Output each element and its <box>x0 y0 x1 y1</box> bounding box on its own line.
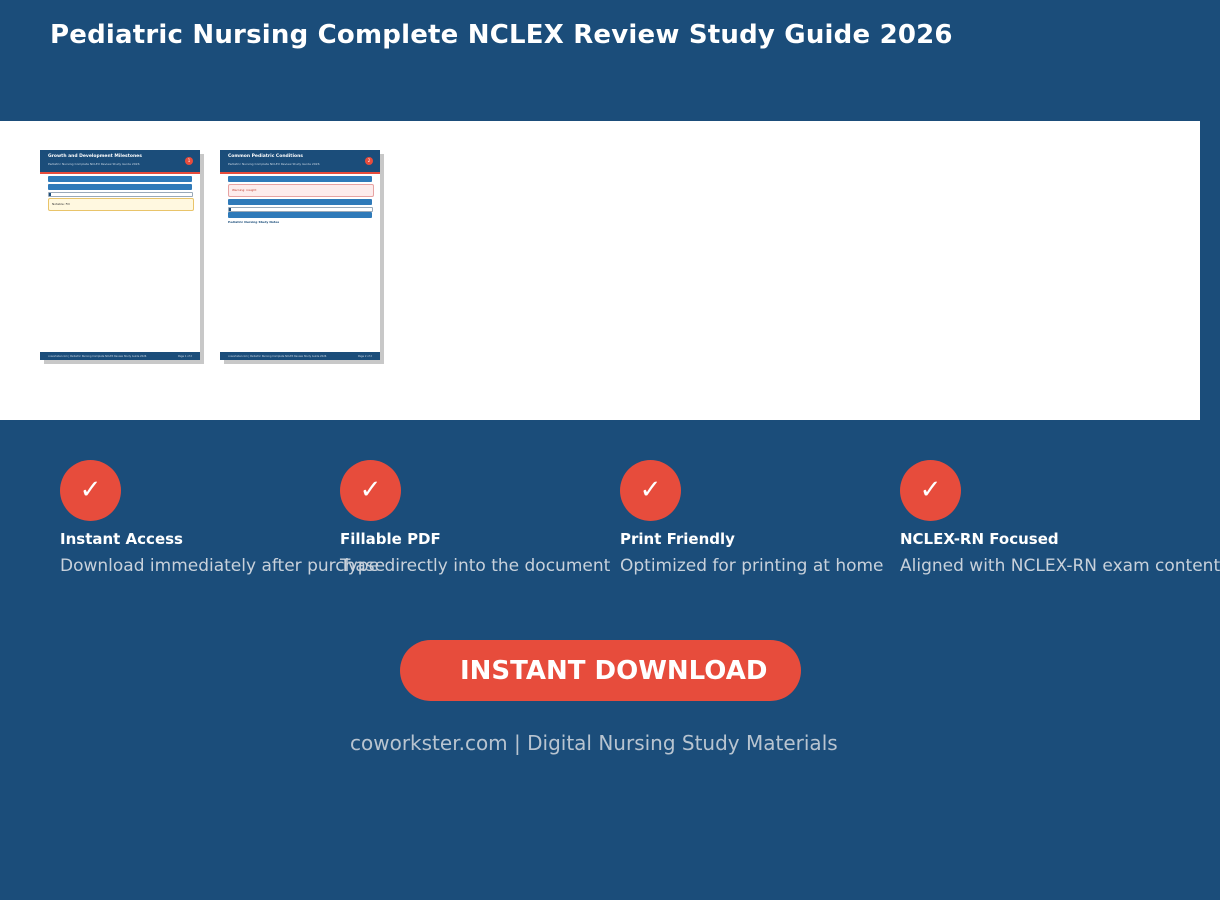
note-box <box>48 198 194 211</box>
page-title: Pediatric Nursing Complete NCLEX Review Study Guide 2026 <box>50 20 953 50</box>
page-number-badge: 2 <box>365 157 373 165</box>
checkmark-icon: ✓ <box>900 460 961 521</box>
page-heading: Growth and Development Milestones <box>48 154 142 159</box>
content-bar <box>228 212 372 218</box>
warning-text: Warning: insight <box>232 188 257 192</box>
feature-title: NCLEX-RN Focused <box>900 530 1059 548</box>
content-bar <box>48 176 192 182</box>
page-link: Pediatric Nursing Study Notes <box>228 220 280 224</box>
feature-description: Aligned with NCLEX-RN exam content <box>900 556 1220 576</box>
warning-box <box>228 184 374 197</box>
page-number-badge: 1 <box>185 157 193 165</box>
feature-print-friendly <box>620 460 900 576</box>
content-bar <box>48 184 192 190</box>
page-footer-number: Page 2 of 2 <box>357 354 372 358</box>
feature-nclex-focused <box>900 460 1220 576</box>
fillable-field <box>48 192 193 197</box>
page-header <box>220 150 380 174</box>
content-bar <box>228 199 372 205</box>
content-bar <box>228 176 372 182</box>
page-footer <box>40 352 200 360</box>
page-footer-text: coworkster.com | Pediatric Nursing Complete NCLEX Review Study Guide 2026 <box>228 354 327 358</box>
feature-description: Optimized for printing at home <box>620 556 884 576</box>
page-footer-number: Page 1 of 2 <box>177 354 192 358</box>
page-footer <box>220 352 380 360</box>
page-header <box>40 150 200 174</box>
preview-area <box>0 121 1200 420</box>
feature-title: Print Friendly <box>620 530 735 548</box>
instant-download-button[interactable]: INSTANT DOWNLOAD <box>400 640 801 701</box>
page-footer-text: coworkster.com | Pediatric Nursing Complete NCLEX Review Study Guide 2026 <box>48 354 147 358</box>
feature-description: Download immediately after purchase <box>60 556 386 576</box>
header <box>0 0 1200 121</box>
checkmark-icon: ✓ <box>620 460 681 521</box>
feature-instant-access <box>60 460 386 576</box>
feature-title: Fillable PDF <box>340 530 441 548</box>
page-subtitle: Pediatric Nursing Complete NCLEX Review Study Guide 2026 <box>48 162 140 166</box>
footer-text: coworkster.com | Digital Nursing Study Materials <box>350 731 838 755</box>
feature-fillable-pdf <box>340 460 620 576</box>
checkmark-icon: ✓ <box>60 460 121 521</box>
feature-description: Type directly into the document <box>340 556 611 576</box>
page-subtitle: Pediatric Nursing Complete NCLEX Review Study Guide 2026 <box>228 162 320 166</box>
checkmark-icon: ✓ <box>340 460 401 521</box>
page-heading: Common Pediatric Conditions <box>228 154 303 159</box>
feature-title: Instant Access <box>60 530 183 548</box>
note-text: Notable: Fill <box>52 202 70 206</box>
preview-page-1[interactable] <box>40 150 200 360</box>
preview-page-2[interactable] <box>220 150 380 360</box>
